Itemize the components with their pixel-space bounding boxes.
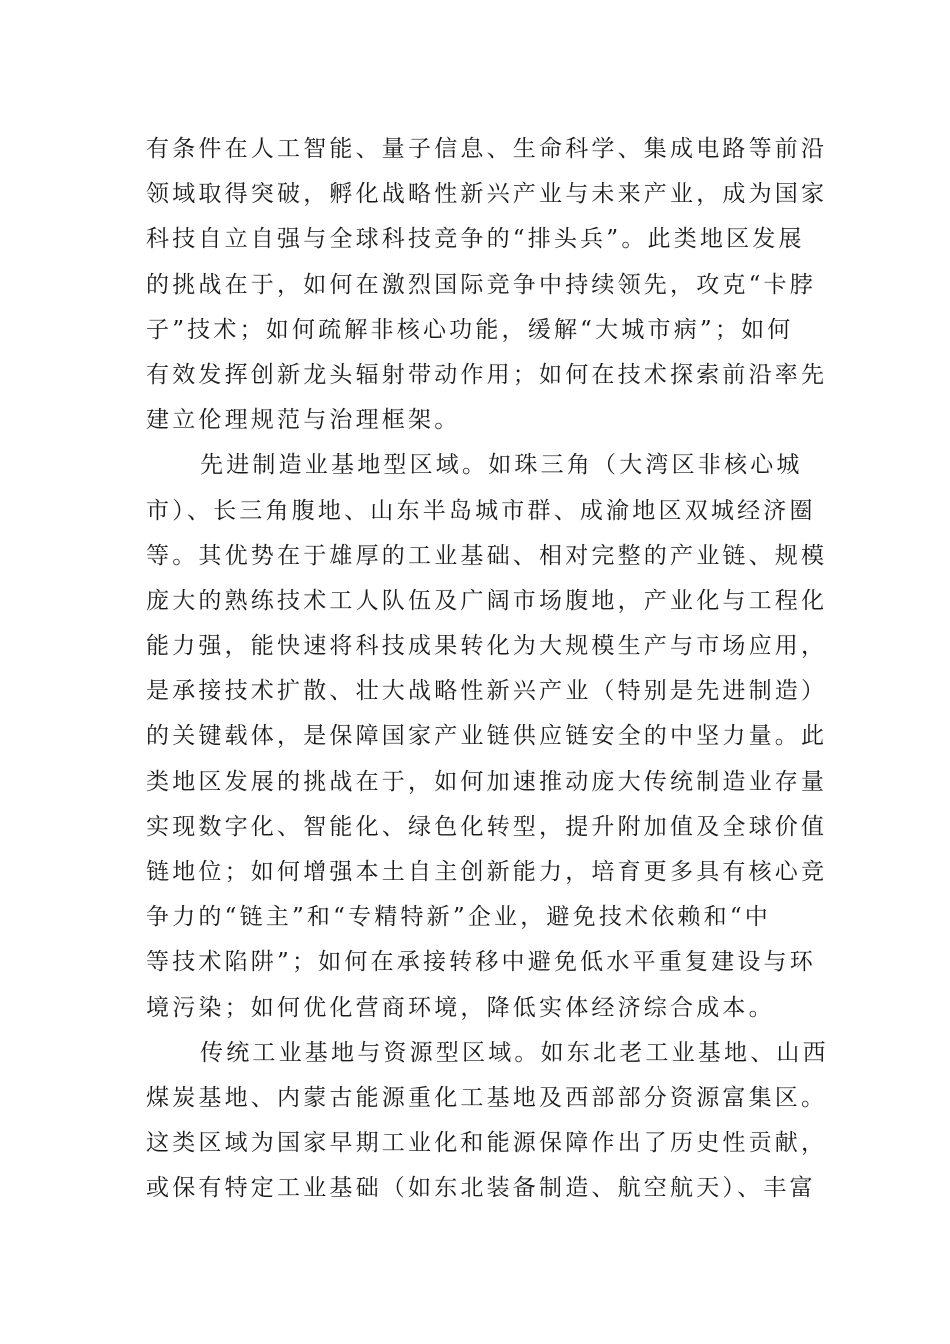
text-line: 煤炭基地、内蒙古能源重化工基地及西部部分资源富集区。 — [146, 1084, 828, 1111]
text-line: 链地位；如何增强本土自主创新能力，培育更多具有核心竞 — [146, 859, 828, 885]
text-line: 实现数字化、智能化、绿色化转型，提升附加值及全球价值 — [146, 813, 828, 840]
body-text — [146, 127, 829, 1212]
text-line: 能力强，能快速将科技成果转化为大规模生产与市场应用， — [146, 633, 828, 660]
text-line: 等。其优势在于雄厚的工业基础、相对完整的产业链、规模 — [146, 542, 828, 569]
text-line: 领域取得突破，孵化战略性新兴产业与未来产业，成为国家 — [146, 181, 828, 208]
paragraph-3 — [146, 1031, 829, 1212]
text-line: 境污染；如何优化营商环境，降低实体经济综合成本。 — [146, 994, 775, 1021]
text-line: 子”技术；如何疏解非核心功能，缓解“大城市病”；如何 — [146, 316, 794, 343]
paragraph-1 — [146, 127, 828, 443]
text-line: 先进制造业基地型区域。如珠三角（大湾区非核心城 — [200, 452, 803, 479]
text-line: 有条件在人工智能、量子信息、生命科学、集成电路等前沿 — [146, 136, 828, 162]
paragraph-2 — [146, 443, 828, 1030]
text-line: 是承接技术扩散、壮大战略性新兴产业（特别是先进制造） — [146, 678, 828, 705]
text-line: 传统工业基地与资源型区域。如东北老工业基地、山西 — [200, 1039, 829, 1066]
text-line: 庞大的熟练技术工人队伍及广阔市场腹地，产业化与工程化 — [146, 587, 828, 614]
text-line: 有效发挥创新龙头辐射带动作用；如何在技术探索前沿率先 — [146, 361, 828, 388]
text-line: 科技自立自强与全球科技竞争的“排头兵”。此类地区发展 — [146, 226, 805, 253]
text-line: 建立伦理规范与治理框架。 — [146, 407, 461, 434]
text-line: 或保有特定工业基础（如东北装备制造、航空航天）、丰富 — [146, 1175, 816, 1202]
text-line: 的挑战在于，如何在激烈国际竞争中持续领先，攻克“卡脖 — [146, 271, 816, 298]
text-line: 市）、长三角腹地、山东半岛城市群、成渝地区双城经济圈 — [146, 497, 816, 524]
text-line: 类地区发展的挑战在于，如何加速推动庞大传统制造业存量 — [146, 768, 828, 795]
text-line: 这类区域为国家早期工业化和能源保障作出了历史性贡献， — [146, 1130, 828, 1157]
text-line: 等技术陷阱”；如何在承接转移中避免低水平重复建设与环 — [146, 949, 816, 976]
text-line: 的关键载体，是保障国家产业链供应链安全的中坚力量。此 — [146, 723, 828, 750]
text-line: 争力的“链主”和“专精特新”企业，避免技术依赖和“中 — [146, 904, 771, 931]
